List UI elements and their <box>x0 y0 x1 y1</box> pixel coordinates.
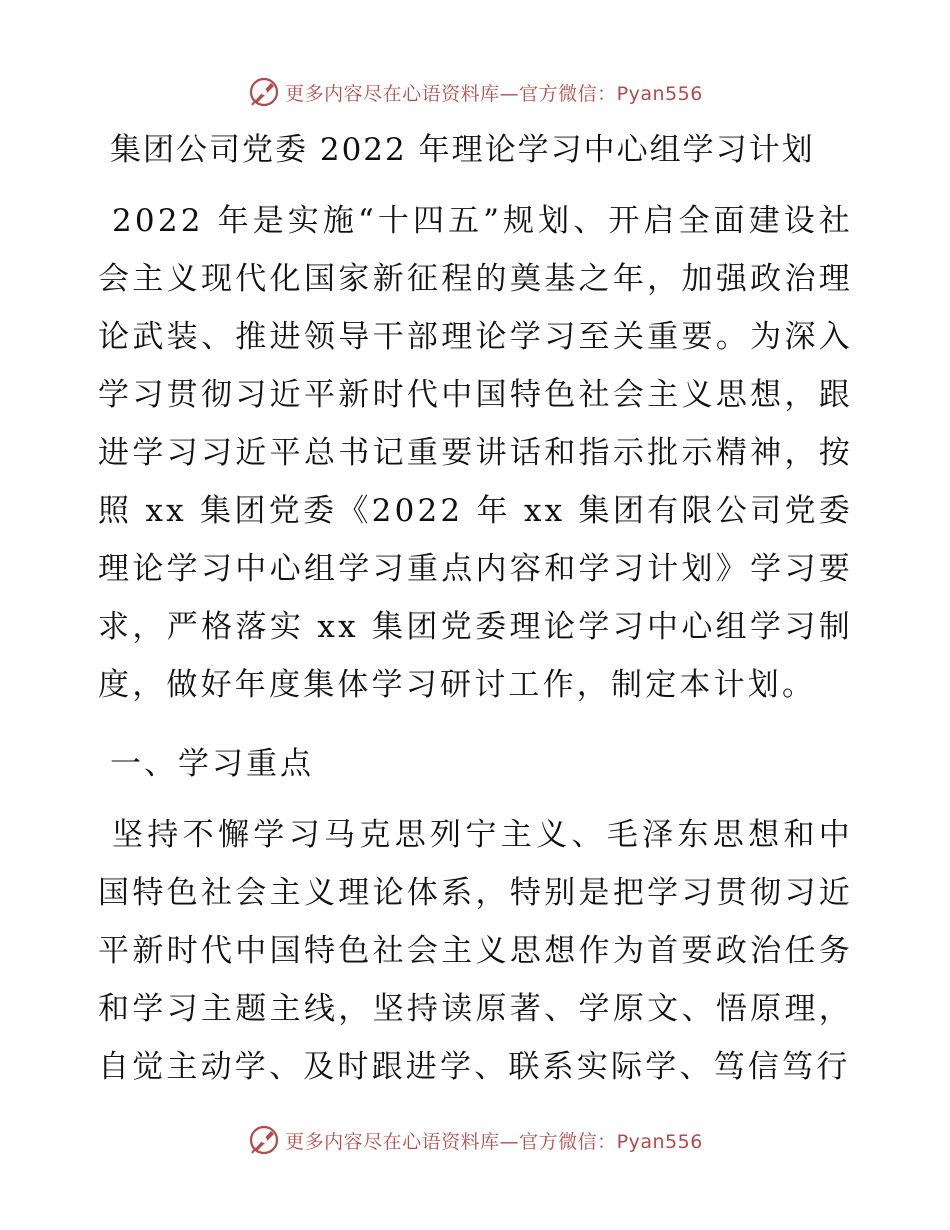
intro-paragraph: 2022 年是实施“十四五”规划、开启全面建设社会主义现代化国家新征程的奠基之年，加强政治理论武装、推进领导干部理论学习至关重要。为深入学习贯彻习近平新时代中国特色社会主义思想，跟进学习习近平总书记重要讲话和指示批示精神，按照 xx 集团党委《2022 年 xx 集团有限公司党委理论学习中心组学习重点内容和学习计划》学习要求，严格落实 xx 集团党委理论学习中心组学习制度，做好年度集体学习研讨工作，制定本计划。 <box>98 203 853 703</box>
watermark-text: 更多内容尽在心语资料库—官方微信：Pyan556 <box>285 82 703 105</box>
footer-watermark-banner <box>0 1120 950 1160</box>
quill-seal-icon <box>247 75 281 109</box>
watermark-text: 更多内容尽在心语资料库—官方微信：Pyan556 <box>285 1130 703 1153</box>
section-heading: 一、学习重点 <box>110 746 314 782</box>
document-title: 集团公司党委 2022 年理论学习中心组学习计划 <box>110 132 815 168</box>
quill-seal-icon <box>247 1123 281 1157</box>
header-watermark-banner <box>0 72 950 112</box>
section-body-paragraph: 坚持不懈学习马克思列宁主义、毛泽东思想和中国特色社会主义理论体系，特别是把学习贯彻习近平新时代中国特色社会主义思想作为首要政治任务和学习主题主线，坚持读原著、学原文、悟原理，自觉主动学、及时跟进学、联系实际学、笃信笃行 <box>98 817 853 1085</box>
